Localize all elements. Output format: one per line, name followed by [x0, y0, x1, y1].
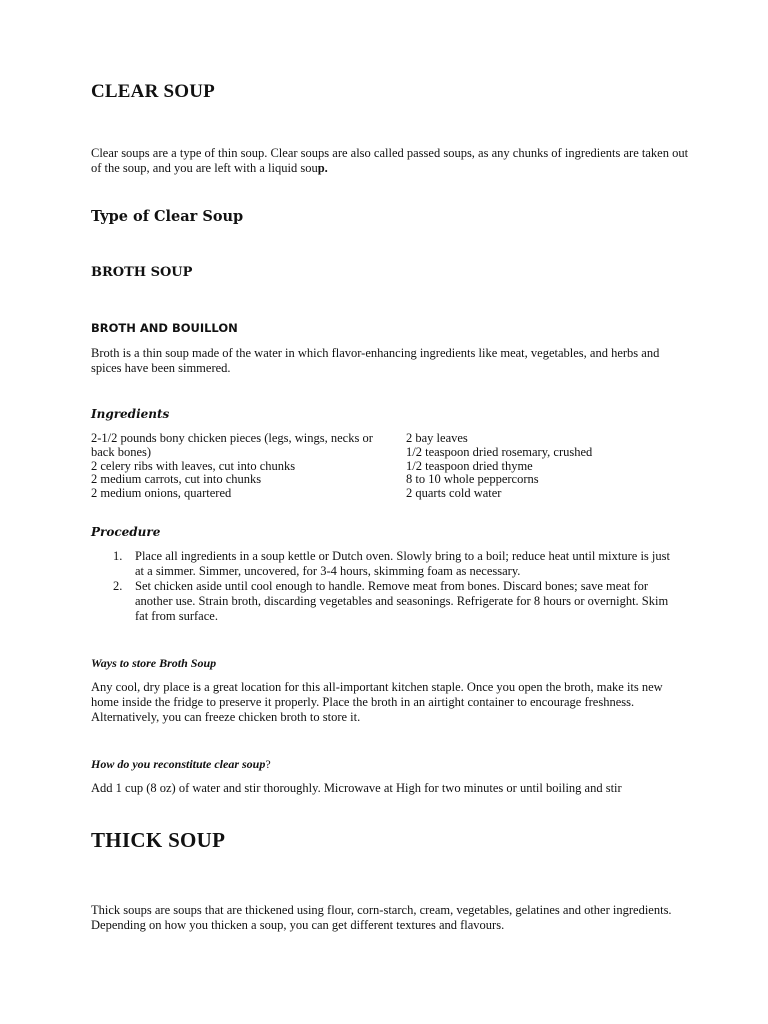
clear-soup-intro-text: Clear soups are a type of thin soup. Clear soups are also called passed soups, as any chunks of ingredients are taken out of the soup, and you are left with a liquid sou — [91, 146, 689, 175]
procedure-step — [91, 579, 681, 624]
step-number: 1. — [113, 549, 123, 563]
reconstitute-heading — [91, 757, 271, 772]
ingredient-item: 8 to 10 whole peppercorns — [406, 472, 539, 487]
ingredients-heading: Ingredients — [91, 407, 170, 421]
ingredient-item: 2 quarts cold water — [406, 486, 502, 501]
ingredient-item: 1/2 teaspoon dried rosemary, crushed — [406, 444, 593, 459]
step-text: Set chicken aside until cool enough to handle. Remove meat from bones. Discard bones; save meat for another use. Strain broth, discarding vegetables and seasonings. Refrigerate for 8 hours or overnight. Skim fat from surface. — [135, 579, 669, 623]
ingredients-left-list — [91, 432, 376, 501]
storage-heading: Ways to store Broth Soup — [91, 656, 217, 670]
clear-soup-title: CLEAR SOUP — [91, 81, 215, 102]
type-of-clear-soup-heading: Type of Clear Soup — [91, 208, 244, 225]
ingredient-item: 2 medium onions, quartered — [91, 486, 232, 501]
ingredient-item: 1/2 teaspoon dried thyme — [406, 458, 533, 473]
clear-soup-intro — [91, 146, 691, 176]
ingredient-item: 2-1/2 pounds bony chicken pieces (legs, wings, necks or back bones) — [91, 431, 373, 459]
broth-and-bouillon-heading: BROTH AND BOUILLON — [91, 321, 238, 335]
reconstitute-heading-text: How do you reconstitute clear soup — [91, 757, 266, 771]
ingredient-item: 2 celery ribs with leaves, cut into chunks — [91, 458, 296, 473]
reconstitute-heading-end: ? — [265, 757, 271, 771]
procedure-list — [91, 549, 681, 624]
thick-soup-text: Thick soups are soups that are thickened using flour, corn-starch, cream, vegetables, gelatines and other ingredients. Depending on how you thicken a soup, you can get different textures and flavours. — [91, 903, 672, 932]
ingredient-item: 2 medium carrots, cut into chunks — [91, 472, 262, 487]
ingredient-item: 2 bay leaves — [406, 431, 468, 445]
step-number: 2. — [113, 579, 123, 593]
ingredients-right-list — [406, 432, 666, 501]
broth-description: Broth is a thin soup made of the water in which flavor-enhancing ingredients like meat, vegetables, and herbs and spices have been simmered. — [91, 346, 660, 375]
reconstitute-text: Add 1 cup (8 oz) of water and stir thoroughly. Microwave at High for two minutes or until boiling and stir — [91, 781, 622, 795]
clear-soup-intro-end: p. — [317, 161, 328, 175]
procedure-heading: Procedure — [91, 525, 161, 539]
procedure-step — [91, 549, 681, 579]
thick-soup-title: THICK SOUP — [91, 828, 226, 852]
broth-soup-heading: BROTH SOUP — [91, 265, 193, 280]
storage-text: Any cool, dry place is a great location for this all-important kitchen staple. Once you open the broth, make its new home inside the fridge to preserve it properly. Place the broth in an airtight container to encourage freshness. Alternatively, you can freeze chicken broth to store it. — [91, 680, 663, 724]
step-text: Place all ingredients in a soup kettle or Dutch oven. Slowly bring to a boil; reduce heat until mixture is just at a simmer. Simmer, uncovered, for 3-4 hours, skimming foam as necessary. — [135, 549, 670, 578]
